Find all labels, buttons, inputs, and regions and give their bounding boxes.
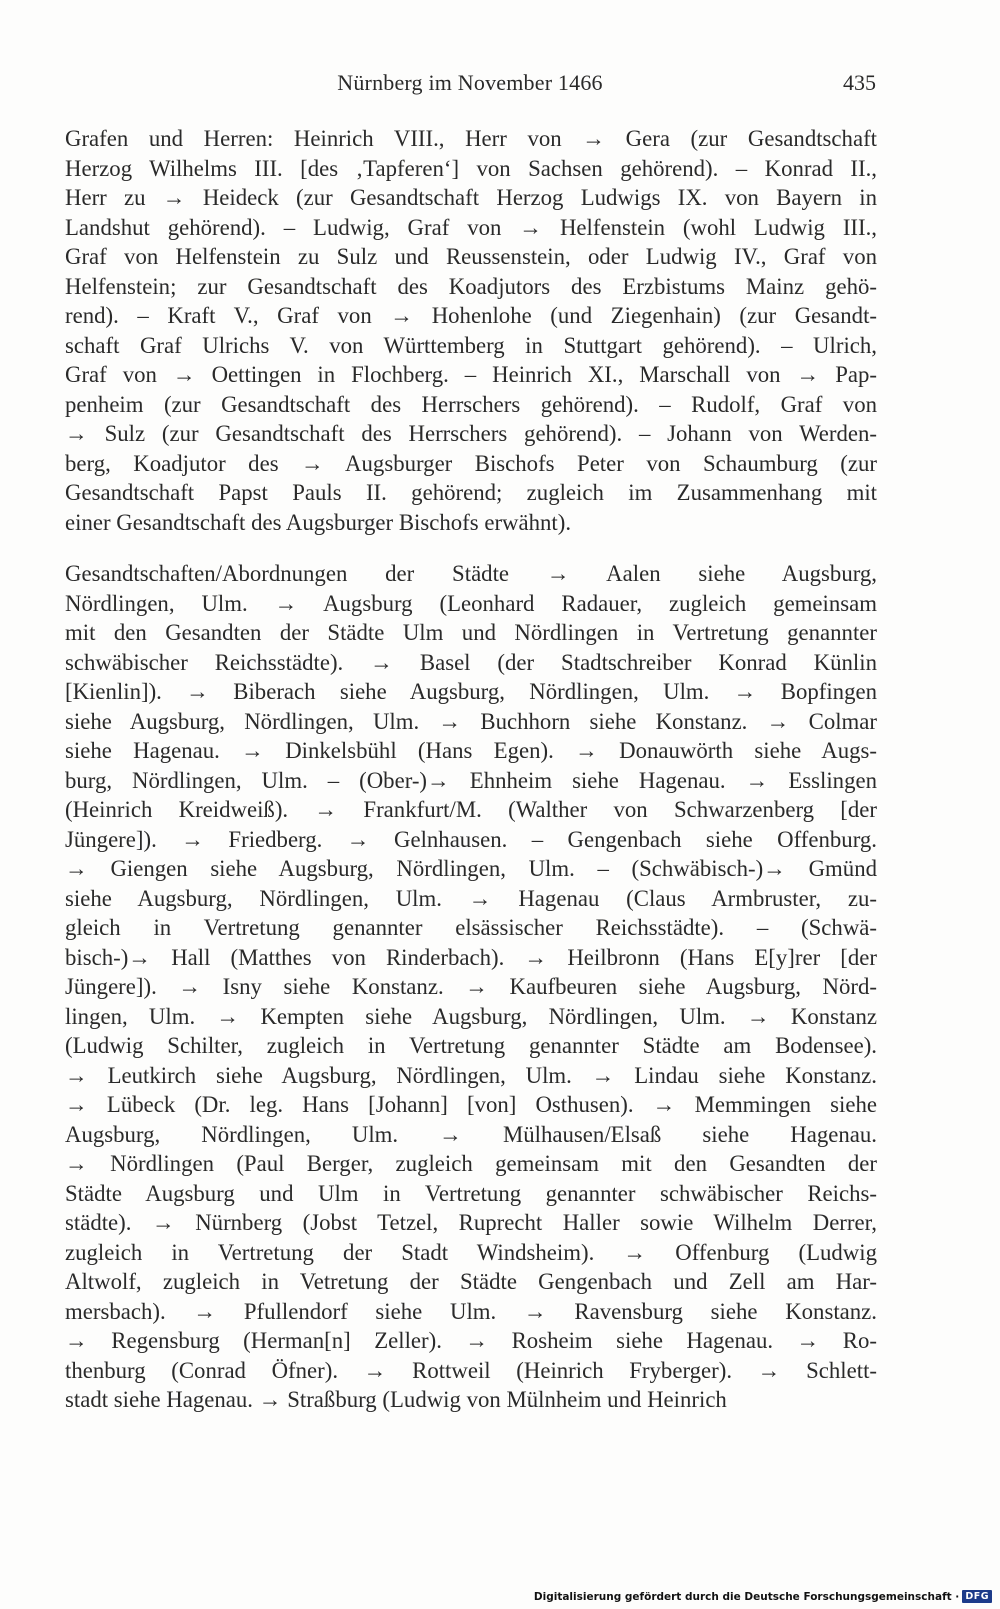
text-line: bisch-)→ Hall (Matthes von Rinderbach). → Heilbronn (Hans E[y]rer [der: [65, 944, 877, 970]
credit-text: Digitalisierung gefördert durch die Deutsche Forschungsgemeinschaft ·: [533, 1590, 960, 1603]
text-line: Nördlingen, Ulm. → Augsburg (Leonhard Radauer, zugleich gemeinsam: [65, 590, 877, 616]
text-line: Jüngere]). → Friedberg. → Gelnhausen. – Gengenbach siehe Offenburg.: [65, 826, 877, 852]
text-line: → Sulz (zur Gesandtschaft des Herrschers gehörend). – Johann von Werden-: [65, 421, 877, 446]
text-line: Augsburg, Nördlingen, Ulm. → Mülhausen/Elsaß siehe Hagenau.: [65, 1121, 877, 1147]
digitization-credit: [534, 1590, 992, 1603]
text-line: Gesandtschaft Papst Pauls II. gehörend; zugleich im Zusammenhang mit: [65, 480, 877, 505]
text-line: lingen, Ulm. → Kempten siehe Augsburg, Nördlingen, Ulm. → Konstanz: [65, 1003, 877, 1029]
text-line: Graf von Helfenstein zu Sulz und Reussenstein, oder Ludwig IV., Graf von: [65, 244, 877, 269]
text-line: Städte Augsburg und Ulm in Vertretung genannter schwäbischer Reichs-: [65, 1180, 877, 1206]
text-line: städte). → Nürnberg (Jobst Tetzel, Ruprecht Haller sowie Wilhelm Derrer,: [65, 1210, 877, 1235]
page-number: 435: [843, 70, 876, 95]
paragraph-gesandtschaften-abordnungen: [65, 559, 877, 1415]
text-line: penheim (zur Gesandtschaft des Herrschers gehörend). – Rudolf, Graf von: [65, 391, 877, 417]
text-line: (Ludwig Schilter, zugleich in Vertretung genannter Städte am Bodensee).: [65, 1033, 877, 1058]
text-line: → Lübeck (Dr. leg. Hans [Johann] [von] Osthusen). → Memmingen siehe: [65, 1092, 877, 1117]
text-line: rend). – Kraft V., Graf von → Hohenlohe (und Ziegenhain) (zur Gesandt-: [65, 303, 877, 328]
text-line: Herzog Wilhelms III. [des ‚Tapferen‘] von Sachsen gehörend). – Konrad II.,: [65, 155, 877, 181]
text-line: Landshut gehörend). – Ludwig, Graf von → Helfenstein (wohl Ludwig III.,: [65, 214, 877, 240]
text-line: schwäbischer Reichsstädte). → Basel (der Stadtschreiber Konrad Künlin: [65, 649, 877, 675]
text-line: [Kienlin]). → Biberach siehe Augsburg, Nördlingen, Ulm. → Bopfingen: [65, 679, 877, 704]
paragraph-grafen-und-herren: [65, 124, 877, 537]
dfg-logo: DFG: [962, 1590, 992, 1603]
text-line: Gesandtschaften/Abordnungen der Städte → Aalen siehe Augsburg,: [65, 561, 877, 586]
text-line: stadt siehe Hagenau. → Straßburg (Ludwig von Mülnheim und Heinrich: [65, 1387, 727, 1412]
text-line: siehe Augsburg, Nördlingen, Ulm. → Buchhorn siehe Konstanz. → Colmar: [65, 708, 877, 734]
text-line: mersbach). → Pfullendorf siehe Ulm. → Ravensburg siehe Konstanz.: [65, 1298, 877, 1324]
text-line: → Leutkirch siehe Augsburg, Nördlingen, Ulm. → Lindau siehe Konstanz.: [65, 1062, 877, 1088]
text-line: siehe Augsburg, Nördlingen, Ulm. → Hagenau (Claus Armbruster, zu-: [65, 885, 877, 911]
text-line: Herr zu → Heideck (zur Gesandtschaft Herzog Ludwigs IX. von Bayern in: [65, 185, 877, 210]
text-line: siehe Hagenau. → Dinkelsbühl (Hans Egen). → Donauwörth siehe Augs-: [65, 738, 877, 763]
text-line: Jüngere]). → Isny siehe Konstanz. → Kaufbeuren siehe Augsburg, Nörd-: [65, 974, 877, 999]
text-line: einer Gesandtschaft des Augsburger Bischofs erwähnt).: [65, 509, 572, 535]
text-line: berg, Koadjutor des → Augsburger Bischofs Peter von Schaumburg (zur: [65, 450, 877, 476]
text-line: thenburg (Conrad Öfner). → Rottweil (Heinrich Fryberger). → Schlett-: [65, 1357, 877, 1383]
text-line: gleich in Vertretung genannter elsässischer Reichsstädte). – (Schwä-: [65, 915, 877, 940]
text-line: mit den Gesandten der Städte Ulm und Nördlingen in Vertretung genannter: [65, 620, 877, 645]
text-line: zugleich in Vertretung der Stadt Windsheim). → Offenburg (Ludwig: [65, 1239, 877, 1265]
text-line: schaft Graf Ulrichs V. von Württemberg in Stuttgart gehörend). – Ulrich,: [65, 332, 877, 358]
text-line: Helfenstein; zur Gesandtschaft des Koadjutors des Erzbistums Mainz gehö-: [65, 273, 877, 299]
text-line: Grafen und Herren: Heinrich VIII., Herr von → Gera (zur Gesandtschaft: [65, 126, 877, 151]
text-line: Graf von → Oettingen in Flochberg. – Heinrich XI., Marschall von → Pap-: [65, 362, 877, 387]
text-line: (Heinrich Kreidweiß). → Frankfurt/M. (Walther von Schwarzenberg [der: [65, 797, 877, 822]
running-header-title: Nürnberg im November 1466: [337, 70, 603, 95]
text-line: → Nördlingen (Paul Berger, zugleich gemeinsam mit den Gesandten der: [65, 1151, 877, 1176]
text-line: Altwolf, zugleich in Vetretung der Städte Gengenbach und Zell am Har-: [65, 1269, 877, 1294]
text-line: burg, Nördlingen, Ulm. – (Ober-)→ Ehnheim siehe Hagenau. → Esslingen: [65, 767, 877, 793]
text-line: → Regensburg (Herman[n] Zeller). → Rosheim siehe Hagenau. → Ro-: [65, 1328, 877, 1353]
text-line: → Giengen siehe Augsburg, Nördlingen, Ulm. – (Schwäbisch-)→ Gmünd: [65, 856, 877, 881]
